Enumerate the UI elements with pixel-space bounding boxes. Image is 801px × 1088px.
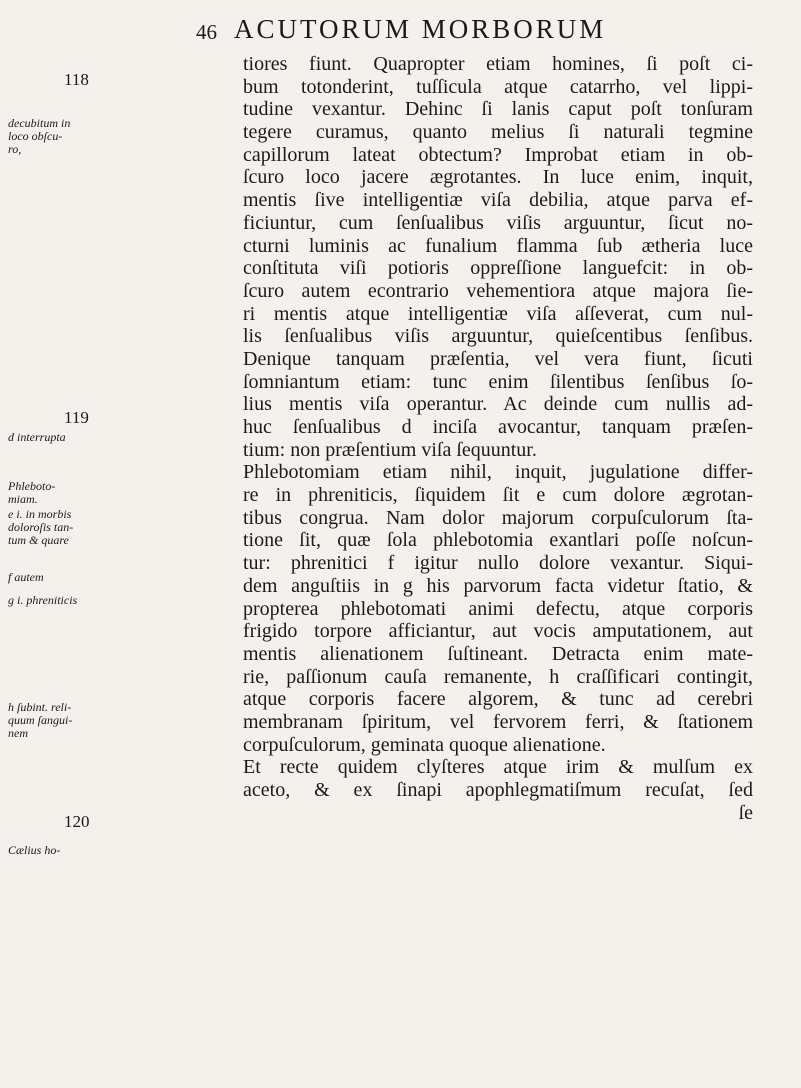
text-line: bum totonderint, tuſſicula atque catarrho, vel lippi-: [243, 75, 753, 98]
page-header: [196, 14, 756, 48]
text-line: ſcuro loco jacere ægrotantes. In luce enim, inquit,: [243, 166, 753, 189]
margin-note: [8, 594, 100, 607]
margin-note: [8, 701, 100, 740]
margin-note: [8, 117, 100, 156]
text-line: Phlebotomiam etiam nihil, inquit, jugulatione differ-: [243, 461, 753, 484]
text-line: tiores fiunt. Quapropter etiam homines, ſi poſt ci-: [243, 53, 753, 75]
text-line: mentis alienationem ſuſtineant. Detracta enim mate-: [243, 642, 753, 665]
margin-note-text: f autem: [8, 570, 44, 584]
margin-note-text: e i. in morbis doloroſis tan- tum & quare: [8, 507, 74, 547]
text-line: lis ſenſualibus viſis arguuntur, quieſcentibus ſenſibus.: [243, 325, 753, 348]
catchword: ſe: [738, 801, 753, 824]
margin-note-text: decubitum in loco obſcu- ro,: [8, 116, 71, 156]
section-number: 120: [64, 812, 90, 831]
text-line: re in phreniticis, ſiquidem ſit e cum dolore ægrotan-: [243, 484, 753, 507]
margin-note: [8, 480, 100, 506]
text-line: Et recte quidem clyſteres atque irim & mulſum ex: [243, 756, 753, 779]
section-number: 119: [64, 408, 89, 427]
margin-note: [8, 571, 100, 584]
text-line: conſtituta viſi potioris oppreſſione languefcit: in ob-: [243, 257, 753, 280]
text-line: dem anguſtiis in g his parvorum facta videtur ſtatio, &: [243, 574, 753, 597]
text-line: aceto, & ex ſinapi apophlegmatiſmum recuſat, ſed: [243, 779, 753, 801]
margin-note-text: d interrupta: [8, 430, 66, 444]
text-line: corpuſculorum, geminata quoque alienatione.: [243, 733, 606, 756]
main-text: [243, 53, 753, 824]
text-line: mentis ſive intelligentiæ viſa debilia, atque parva ef-: [243, 189, 753, 212]
text-line: tudine vexantur. Dehinc ſi lanis caput poſt tonſuram: [243, 98, 753, 121]
margin-note-text: Cælius ho-: [8, 843, 61, 857]
text-line: tibus congrua. Nam dolor majorum corpuſculorum ſta-: [243, 506, 753, 529]
margin-note: [8, 431, 100, 444]
text-line: tium: non præſentium viſa ſequuntur.: [243, 438, 537, 461]
text-line: rie, paſſionum cauſa remanente, h craſſificari contingit,: [243, 665, 753, 688]
text-line: ri mentis atque intelligentiæ viſa aſſeverat, cum nul-: [243, 302, 753, 325]
text-line: cturni luminis ac funalium flamma ſub ætheria luce: [243, 234, 753, 257]
section-number: 118: [64, 70, 89, 89]
text-line: lius mentis viſa operantur. Ac deinde cum nullis ad-: [243, 393, 753, 416]
text-line: frigido torpore afficiantur, aut vocis amputationem, aut: [243, 620, 753, 643]
text-line: capillorum lateat obtectum? Improbat etiam in ob-: [243, 143, 753, 166]
running-title: ACUTORUM MORBORUM: [234, 14, 607, 44]
text-line: atque corporis facere algorem, & tunc ad cerebri: [243, 688, 753, 711]
margin-note: [8, 508, 100, 547]
text-line: ficiuntur, cum ſenſualibus viſis arguuntur, ſicut no-: [243, 211, 753, 234]
text-line: Denique tanquam præſentia, vel vera fiunt, ſicuti: [243, 347, 753, 370]
text-line: ſcuro autem econtrario vehementiora atque majora ſie-: [243, 279, 753, 302]
text-line: propterea phlebotomati animi defectu, atque corporis: [243, 597, 753, 620]
margin-note-text: Phleboto- miam.: [8, 479, 56, 506]
text-line: tione ſit, quæ ſola phlebotomia exantlari poſſe noſcun-: [243, 529, 753, 552]
margin-note-text: h ſubint. reli- quum ſangui- nem: [8, 700, 73, 740]
margin-note: [8, 844, 100, 857]
text-line: tur: phrenitici f igitur nullo dolore vexantur. Siqui-: [243, 552, 753, 575]
text-line: membranam ſpiritum, vel fervorem ferri, & ſtationem: [243, 710, 753, 733]
text-line: ſomniantum etiam: tunc enim ſilentibus ſenſibus ſo-: [243, 370, 753, 393]
page-number: 46: [196, 20, 217, 44]
margin-note-text: g i. phreniticis: [8, 593, 78, 607]
margin-notes: [8, 0, 100, 1088]
text-line: tegere curamus, quanto melius ſi naturali tegmine: [243, 121, 753, 144]
text-line: huc ſenſualibus d inciſa avocantur, tanquam præſen-: [243, 416, 753, 438]
